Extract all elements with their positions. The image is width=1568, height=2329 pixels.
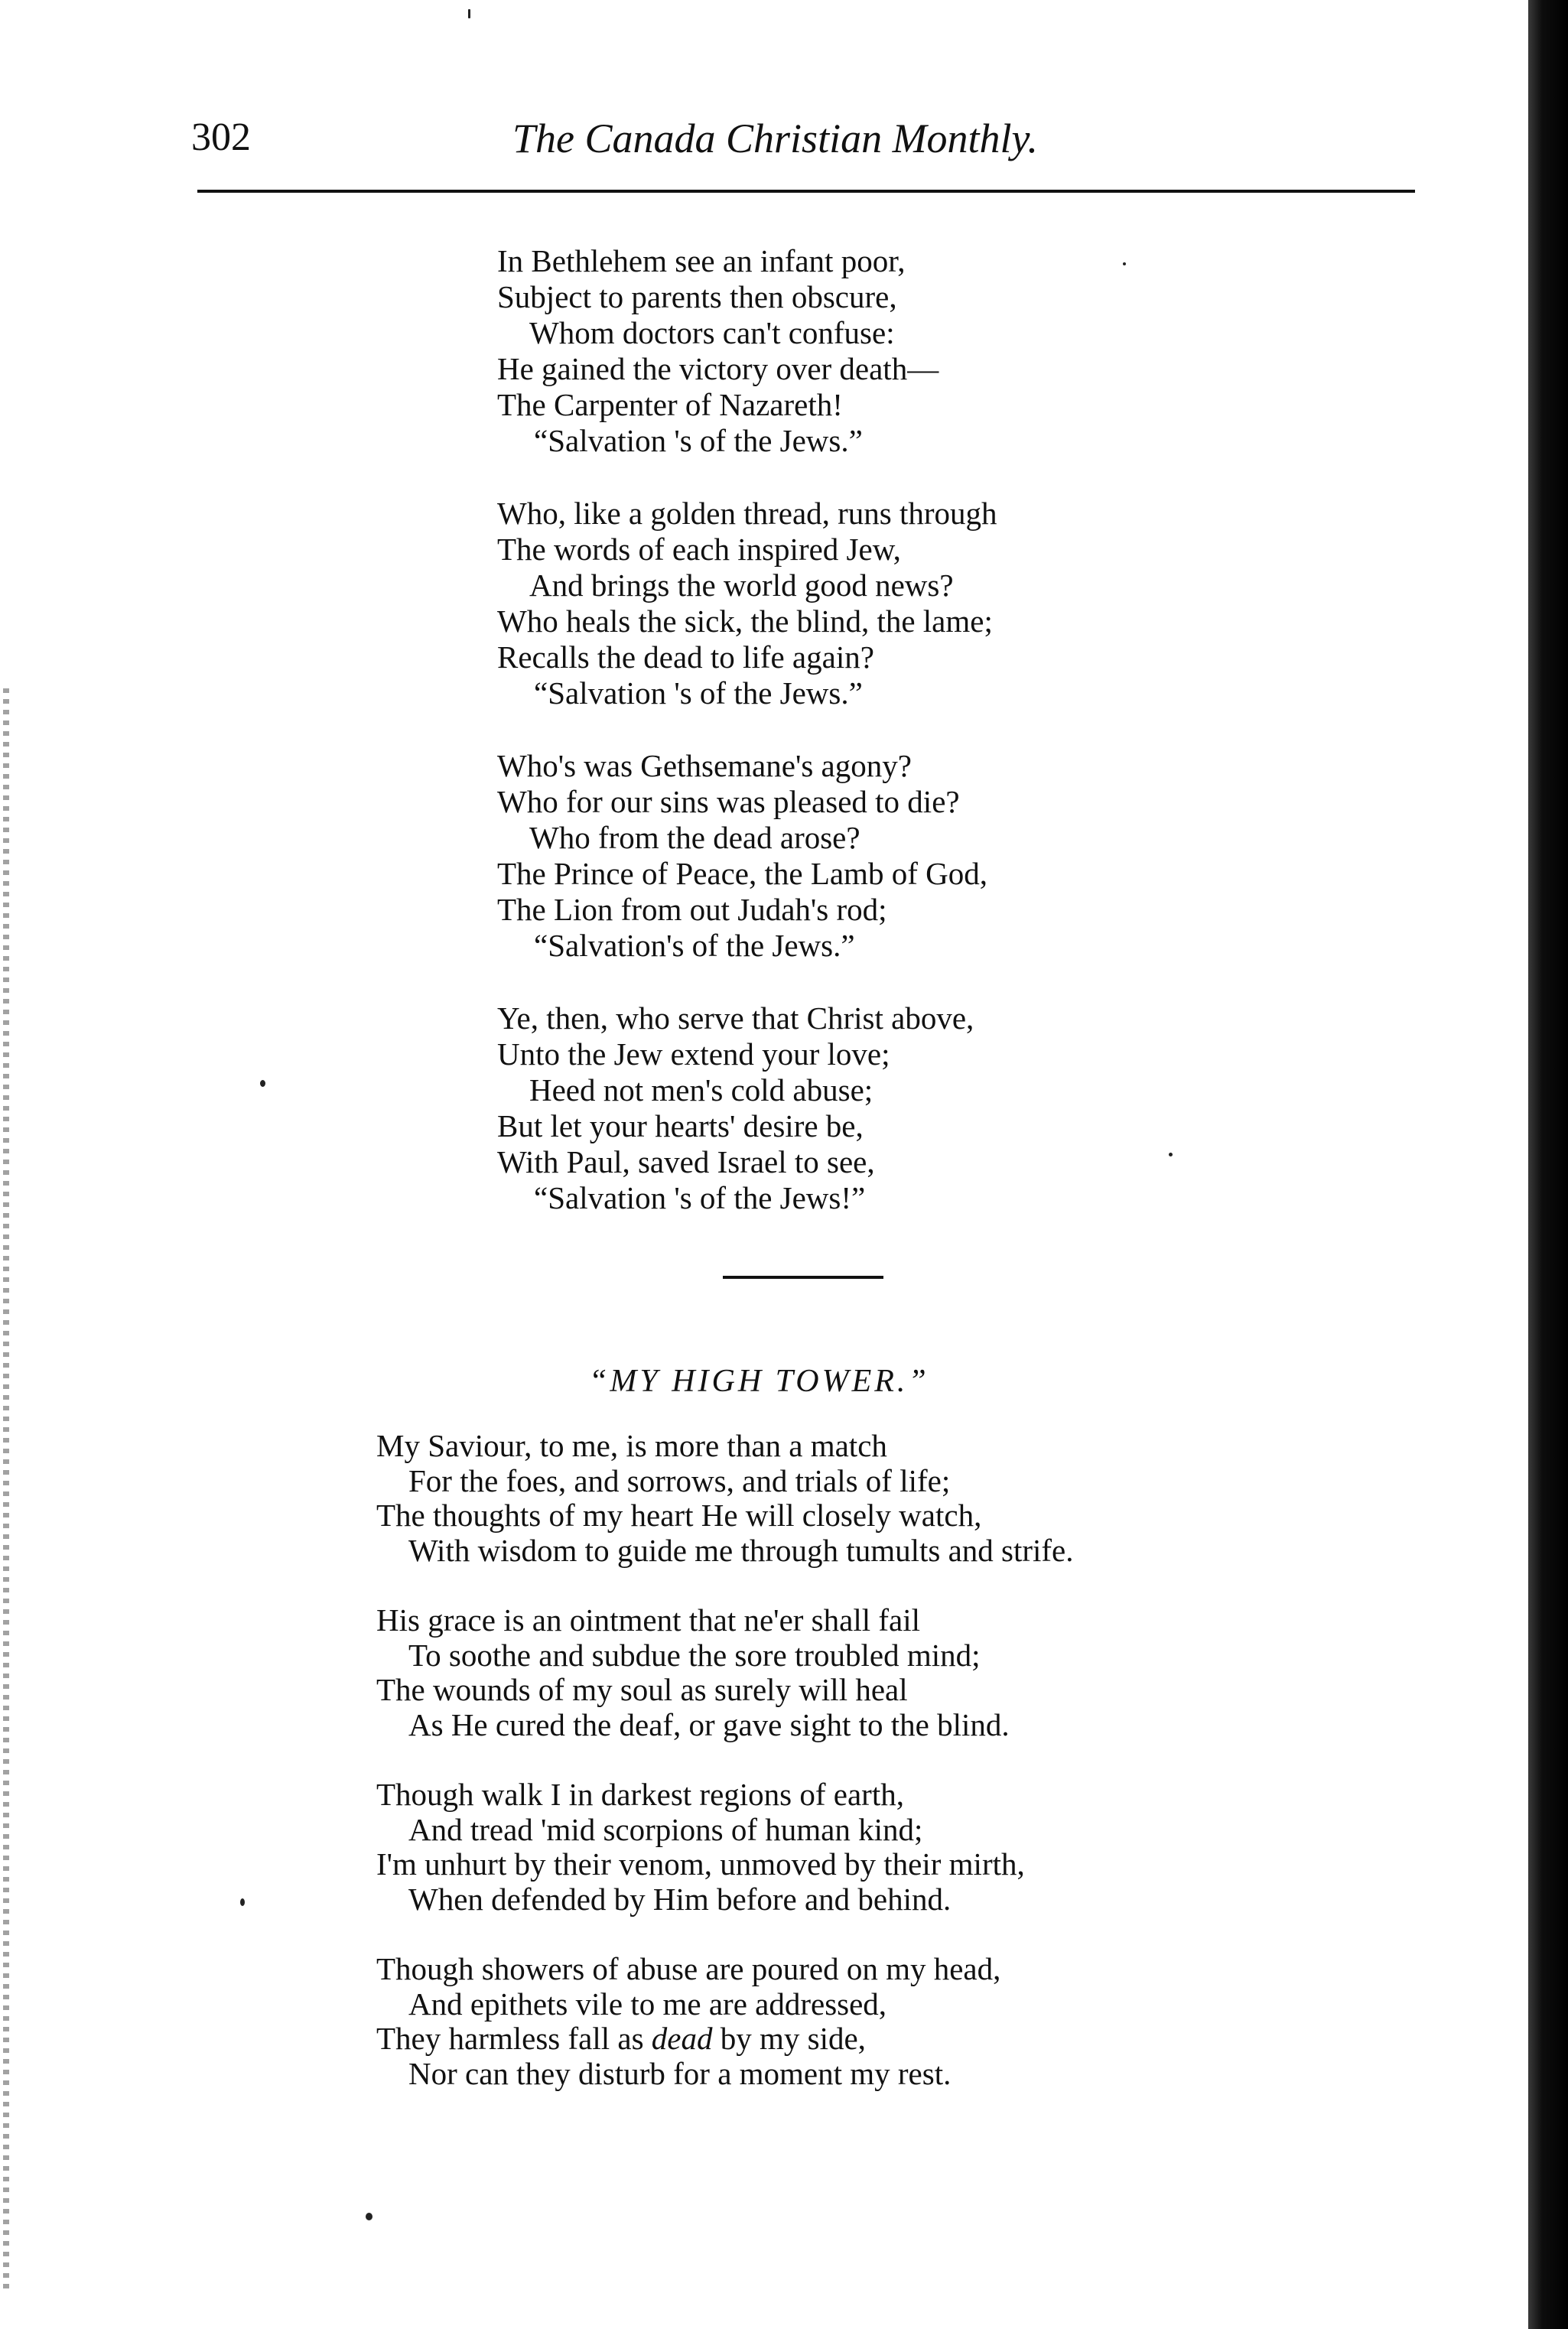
scan-speck [240, 1898, 245, 1906]
poem1-stanza-4 [497, 1000, 1415, 1216]
poem-line: Who heals the sick, the blind, the lame; [497, 603, 993, 639]
poem-line: Ye, then, who serve that Christ above, [497, 1000, 974, 1036]
poem-line: Though walk I in darkest regions of earth, [376, 1777, 904, 1812]
scan-speck [1123, 262, 1126, 265]
poem-line: His grace is an ointment that ne'er shall fail [376, 1602, 920, 1638]
poem-line: For the foes, and sorrows, and trials of life; [408, 1462, 951, 1498]
poem-line: Unto the Jew extend your love; [497, 1036, 890, 1072]
poem-line: Heed not men's cold abuse; [529, 1072, 873, 1108]
poem-line: Who, like a golden thread, runs through [497, 496, 997, 531]
poem-line: The wounds of my soul as surely will heal [376, 1672, 908, 1707]
poem-title: “MY HIGH TOWER.” [589, 1364, 929, 1399]
poem-line: Nor can they disturb for a moment my rest. [408, 2055, 952, 2091]
scan-speck [366, 2213, 372, 2220]
poem1-stanza-2 [497, 496, 1415, 711]
poem-line: With Paul, saved Israel to see, [497, 1144, 875, 1179]
poem-line: The Carpenter of Nazareth! [497, 387, 843, 422]
poem-refrain: “Salvation 's of the Jews!” [534, 1180, 866, 1215]
page-left-edge [3, 688, 9, 2295]
poem-line: The Prince of Peace, the Lamb of God, [497, 856, 987, 891]
poem-line: When defended by Him before and behind. [408, 1881, 952, 1917]
poem1-stanza-1 [497, 243, 1415, 459]
page-number: 302 [191, 115, 251, 159]
poem-line: Though showers of abuse are poured on my head, [376, 1951, 1001, 1986]
poem-line: But let your hearts' desire be, [497, 1108, 864, 1143]
poem2-stanza-1 [376, 1429, 1447, 1568]
page-binding-shadow [1528, 0, 1568, 2329]
poem2-stanza-4 [376, 1952, 1447, 2091]
poem-line: Whom doctors can't confuse: [529, 315, 895, 350]
poem-my-high-tower [376, 1429, 1447, 2126]
poem-line: To soothe and subdue the sore troubled mind; [408, 1637, 981, 1673]
poem-line: My Saviour, to me, is more than a match [376, 1428, 887, 1463]
poem-line: I'm unhurt by their venom, unmoved by their mirth, [376, 1846, 1025, 1882]
poem-line: They harmless fall as dead by my side, [376, 2021, 866, 2056]
poem-line: And brings the world good news? [529, 568, 954, 603]
scan-speck [260, 1080, 265, 1087]
emphasized-word: dead [651, 2021, 713, 2056]
header-rule [197, 190, 1415, 193]
poem-line: Subject to parents then obscure, [497, 279, 897, 314]
poem-line: He gained the victory over death— [497, 351, 939, 386]
poem2-stanza-2 [376, 1603, 1447, 1742]
poem-line: The words of each inspired Jew, [497, 532, 901, 567]
scan-speck [468, 9, 470, 18]
poem-refrain: “Salvation's of the Jews.” [534, 928, 855, 963]
poem-line: Who's was Gethsemane's agony? [497, 748, 912, 783]
poem-line: Who for our sins was pleased to die? [497, 784, 960, 819]
poem-line: And tread 'mid scorpions of human kind; [408, 1811, 923, 1847]
poem-line: Who from the dead arose? [529, 820, 860, 855]
poem-line: As He cured the deaf, or gave sight to the blind. [408, 1706, 1010, 1742]
running-title: The Canada Christian Monthly. [512, 115, 1039, 161]
scan-speck [1169, 1153, 1173, 1156]
poem1-stanza-3 [497, 748, 1415, 964]
poem-salvation [497, 243, 1415, 1253]
poem-line: The Lion from out Judah's rod; [497, 892, 887, 927]
poem-line: Recalls the dead to life again? [497, 639, 874, 675]
poem-line: With wisdom to guide me through tumults and strife. [408, 1532, 1074, 1568]
poem-line: In Bethlehem see an infant poor, [497, 243, 906, 278]
poem-refrain: “Salvation 's of the Jews.” [534, 423, 863, 458]
poem-line: And epithets vile to me are addressed, [408, 1986, 887, 2022]
poem2-stanza-3 [376, 1778, 1447, 1917]
section-separator-rule [723, 1276, 883, 1279]
page-header [191, 115, 1415, 176]
poem-line: The thoughts of my heart He will closely watch, [376, 1498, 982, 1533]
poem-refrain: “Salvation 's of the Jews.” [534, 675, 863, 711]
